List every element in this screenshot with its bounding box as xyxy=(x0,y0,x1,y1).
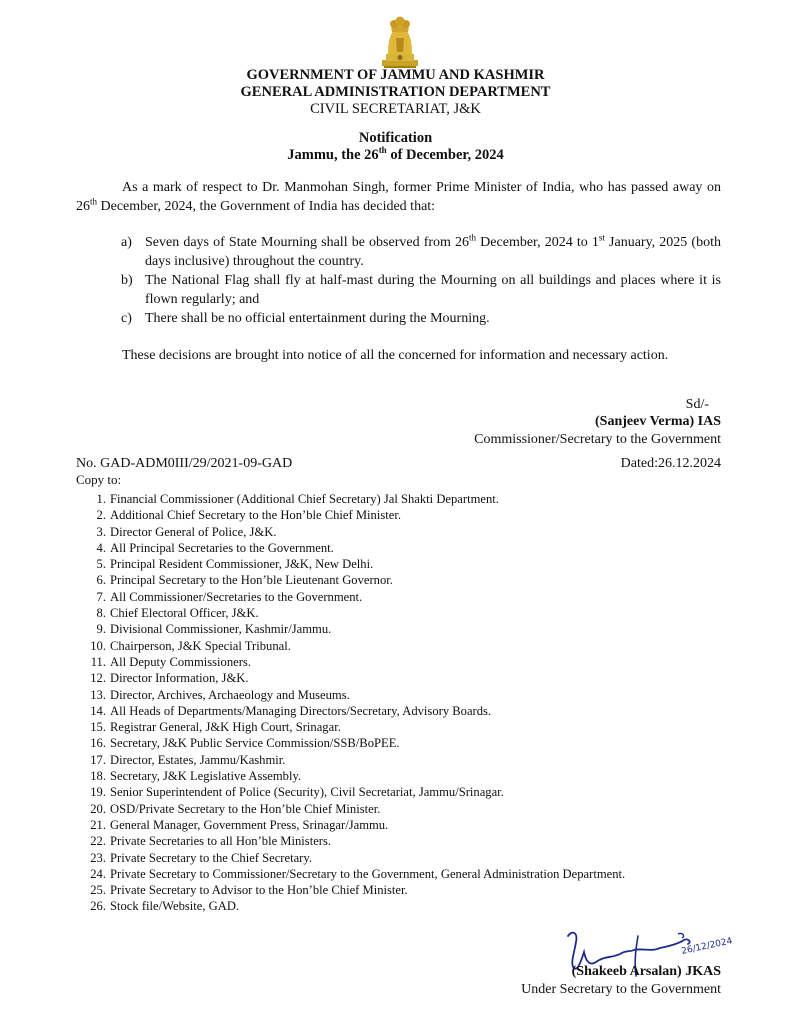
header-secretariat: CIVIL SECRETARIAT, J&K xyxy=(310,101,481,117)
list-item-text: Director General of Police, J&K. xyxy=(110,524,277,539)
list-item-number: 10. xyxy=(90,638,106,653)
list-item-number: 12. xyxy=(90,671,106,686)
list-item xyxy=(86,670,722,686)
intro-paragraph: As a mark of respect to Dr. Manmohan Singh, former Prime Minister of India, who has passed away on 26th December, 2024, the Government of India has decided that: xyxy=(76,180,721,214)
list-item xyxy=(86,898,722,914)
list-item-number: 3. xyxy=(96,524,106,539)
list-item xyxy=(86,556,722,572)
list-item-text: Director, Archives, Archaeology and Museums. xyxy=(110,687,350,702)
closing-paragraph: These decisions are brought into notice of all the concerned for information and necessary action. xyxy=(122,348,669,363)
reference-number: No. GAD-ADM0III/29/2021-09-GAD xyxy=(76,456,293,471)
decisions-list xyxy=(121,233,721,328)
list-item: a) Seven days of State Mourning shall be observed from 26th December, 2024 to 1st January, 2025 (both days inclusive) throughout the country. xyxy=(121,232,721,269)
list-item-number: 8. xyxy=(96,606,106,621)
list-item-number: 2. xyxy=(96,508,106,523)
list-item-number: 21. xyxy=(90,817,106,832)
list-item-text: Stock file/Website, GAD. xyxy=(110,899,240,914)
list-item-text: All Commissioner/Secretaries to the Government. xyxy=(110,589,363,604)
list-item: b) The National Flag shall fly at half-mast during the Mourning on all buildings and places where it is flown regularly; and xyxy=(121,273,721,307)
list-item xyxy=(86,882,722,898)
list-item-number: 24. xyxy=(90,866,106,881)
list-item-number: 1. xyxy=(96,492,106,506)
list-item xyxy=(86,589,722,605)
list-item xyxy=(86,801,722,817)
list-item-text: All Deputy Commissioners. xyxy=(110,654,251,669)
list-item xyxy=(86,866,722,882)
list-item-number: 9. xyxy=(96,622,106,637)
list-item-number: 11. xyxy=(90,654,106,669)
list-item xyxy=(86,784,722,800)
list-item-text: Senior Superintendent of Police (Security), Civil Secretariat, Jammu/Srinagar. xyxy=(110,785,504,800)
reference-date: Dated:26.12.2024 xyxy=(620,456,721,471)
list-item-text: OSD/Private Secretary to the Hon’ble Chief Minister. xyxy=(110,801,381,816)
list-item-text: Divisional Commissioner, Kashmir/Jammu. xyxy=(110,622,332,637)
list-item-number: 4. xyxy=(96,540,106,555)
list-item xyxy=(86,572,722,588)
list-item-number: 17. xyxy=(90,752,106,767)
list-item xyxy=(86,850,722,866)
list-item-text: Secretary, J&K Public Service Commission/SSB/BoPEE. xyxy=(110,736,400,751)
list-item xyxy=(86,621,722,637)
list-item xyxy=(86,817,722,833)
list-item-text: Private Secretary to the Chief Secretary. xyxy=(110,850,312,865)
list-item-number: 18. xyxy=(90,769,106,784)
header-department: GENERAL ADMINISTRATION DEPARTMENT xyxy=(240,84,551,100)
list-item-text: Chief Electoral Officer, J&K. xyxy=(110,606,259,621)
list-item-text: Principal Resident Commissioner, J&K, New Delhi. xyxy=(110,557,374,572)
list-item-text: Private Secretaries to all Hon’ble Ministers. xyxy=(110,834,332,849)
list-item-text: Secretary, J&K Legislative Assembly. xyxy=(110,769,302,784)
notification-title: Notification xyxy=(358,130,433,146)
list-item xyxy=(86,752,722,768)
list-item xyxy=(86,687,722,703)
list-item-number: 16. xyxy=(90,736,106,751)
signatory-designation: Commissioner/Secretary to the Government xyxy=(474,432,721,447)
list-item-number: 20. xyxy=(90,801,106,816)
notification-date: Jammu, the 26th of December, 2024 xyxy=(287,145,504,163)
list-item-text: Private Secretary to Commissioner/Secretary to the Government, General Administration Department. xyxy=(110,866,626,881)
list-item xyxy=(86,768,722,784)
list-item-number: 6. xyxy=(96,573,106,588)
list-item xyxy=(86,524,722,540)
list-item xyxy=(86,654,722,670)
list-item-number: 7. xyxy=(96,589,106,604)
list-item-number: 25. xyxy=(90,883,106,898)
list-item-text: Director Information, J&K. xyxy=(110,671,249,686)
list-item xyxy=(86,540,722,556)
list-item xyxy=(86,833,722,849)
list-item-text: Additional Chief Secretary to the Hon’ble Chief Minister. xyxy=(110,508,401,523)
header-government: GOVERNMENT OF JAMMU AND KASHMIR xyxy=(246,67,545,83)
list-item-number: 26. xyxy=(90,899,106,914)
list-item-text: Director, Estates, Jammu/Kashmir. xyxy=(110,752,286,767)
list-item xyxy=(86,735,722,751)
list-item-text: All Heads of Departments/Managing Directors/Secretary, Advisory Boards. xyxy=(110,703,492,718)
list-item xyxy=(86,605,722,621)
list-item-text: General Manager, Government Press, Srinagar/Jammu. xyxy=(110,817,389,832)
list-item-text: Chairperson, J&K Special Tribunal. xyxy=(110,638,291,653)
list-item xyxy=(86,638,722,654)
signature-date: 26/12/2024 xyxy=(680,936,734,957)
list-item-number: 22. xyxy=(90,834,106,849)
list-item xyxy=(86,719,722,735)
copy-to-label: Copy to: xyxy=(76,472,122,487)
list-item-number: 13. xyxy=(90,687,106,702)
list-item xyxy=(86,491,722,507)
list-item xyxy=(86,703,722,719)
undersigned-designation: Under Secretary to the Government xyxy=(521,982,721,997)
sd-mark: Sd/- xyxy=(685,397,709,412)
list-item-text: Private Secretary to Advisor to the Hon’ble Chief Minister. xyxy=(110,883,408,898)
copy-to-list xyxy=(86,491,722,915)
list-item: c) There shall be no official entertainment during the Mourning. xyxy=(121,311,490,326)
list-item xyxy=(86,507,722,523)
state-emblem-icon xyxy=(378,12,422,70)
list-item-number: 14. xyxy=(90,703,106,718)
list-item-number: 15. xyxy=(90,720,106,735)
signatory-name: (Sanjeev Verma) IAS xyxy=(595,414,721,429)
undersigned-name: (Shakeeb Arsalan) JKAS xyxy=(571,964,721,979)
list-item-number: 19. xyxy=(90,785,106,800)
list-item-number: 23. xyxy=(90,850,106,865)
list-item-text: Registrar General, J&K High Court, Srinagar. xyxy=(110,720,341,735)
list-item-text: All Principal Secretaries to the Government. xyxy=(110,540,334,555)
list-item-text: Financial Commissioner (Additional Chief Secretary) Jal Shakti Department. xyxy=(110,492,499,506)
list-item-number: 5. xyxy=(96,557,106,572)
list-item-text: Principal Secretary to the Hon’ble Lieutenant Governor. xyxy=(110,573,393,588)
